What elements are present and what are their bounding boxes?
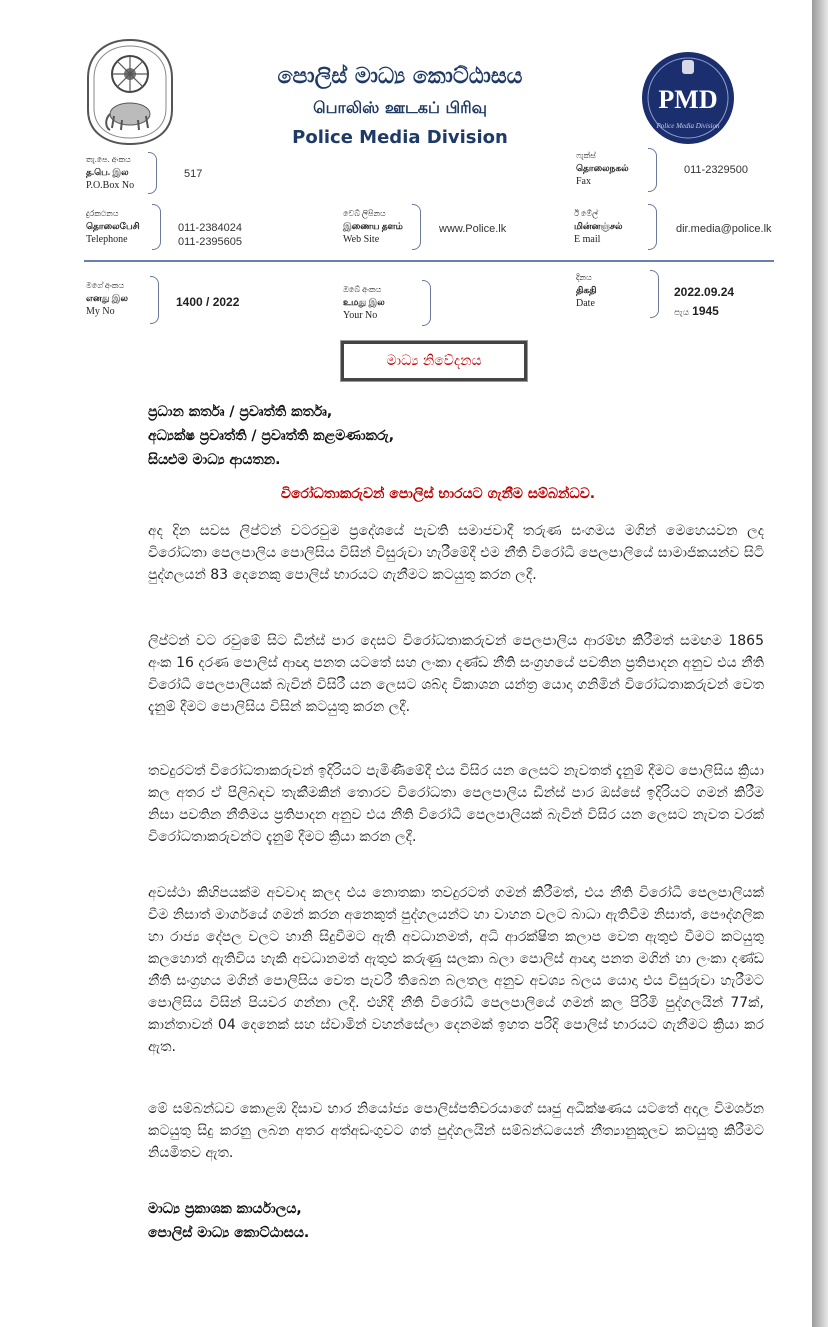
your-no-brace <box>422 280 431 326</box>
website-label: වෙබ් ලිපිනය இணைய தளம் Web Site <box>343 209 403 245</box>
my-no-brace <box>150 276 159 324</box>
fax-brace <box>648 148 657 192</box>
pmd-logo-text: PMD <box>658 85 718 114</box>
date-label: දිනය திகதி Date <box>576 273 597 309</box>
date-value: 2022.09.24 <box>674 285 735 299</box>
body-paragraph-4: අවස්ථා කිහිපයක්ම අවවාද කලද එය නොතකා තවදුරටත් ගමන් කිරීමත්, එය නීති විරෝධී පෙලපාලියක් වීම නිසාත් මාර්ගයේ ගමන් කරන අනෙකුත් පුද්ගලයන්ට හා වාහන වලට බාධා ඇතිවීම නිසාත්, පෞද්ගලික හා රාජ්‍ය දේපල වලට හානි සිදුවීමට ඇති අවධානමත්, අධි ආරක්ෂිත කලාප වෙත ඇතුළු වීමට කටයුතු කලහොත් ඇතිවිය හැකි අවධානමත් ඇතුළු කරුණු සලකා බලා පොලිස් ආඥා පනත මගින් හා ලංකා දණ්ඩ නීති සංග්‍රහය මගින් පොලිසිය වෙත පැවරී තිබෙන බලතල අනුව අවශ්‍ය බලය යොදා එය විසුරුවා හැරීමට පොලිසිය විසින් පියවර ගන්නා ලදී. එහිදී නීති විරෝධී පෙලපාලියේ ගමන් කල පිරිමි පුද්ගලයින් 77ක්, කාන්තාවන් 04 දෙනෙක් සහ ස්වාමින් වහන්සේලා දෙනමක් ඉහත පරිදි පොලිස් භාරයට ගැනීමට ක්‍රියා කර ඇත. <box>148 885 764 1055</box>
title-tamil: பொலிஸ் ஊடகப் பிரிவு <box>313 98 487 117</box>
pobox-brace <box>148 152 157 194</box>
time-row <box>674 304 719 319</box>
telephone-value-2: 011-2395605 <box>178 236 243 248</box>
time-value: 1945 <box>692 304 719 318</box>
date-brace <box>650 270 659 318</box>
your-no-label: ඔබේ අංකය உமது இல Your No <box>343 285 385 321</box>
telephone-brace <box>152 204 161 250</box>
subject-heading: විරෝධතාකරුවන් පොලිස් භාරයට ගැනීම සම්බන්ධව. <box>280 486 596 502</box>
signature-line: මාධ්‍ය ප්‍රකාශක කාර්යාලය, <box>148 1201 302 1217</box>
email-brace <box>648 204 657 250</box>
fax-value: 011-2329500 <box>684 164 749 176</box>
addressee-line: ප්‍රධාන කර්තෘ / ප්‍රවෘත්ති කර්තෘ, <box>148 404 333 420</box>
pmd-logo-icon <box>640 50 736 146</box>
telephone-label: දුරකථනය தொலைபேசி Telephone <box>86 209 140 245</box>
pmd-logo-ring-text: Police Media Division <box>656 122 720 130</box>
telephone-value-1: 011-2384024 <box>178 222 243 234</box>
title-sinhala: පොලිස් මාධ්‍ය කොට්ඨාසය <box>277 64 523 89</box>
my-no-label: මගේ අංකය எனது இல My No <box>86 281 129 317</box>
website-brace <box>412 204 421 250</box>
email-value: dir.media@police.lk <box>676 223 772 235</box>
time-label: පැය <box>674 307 690 317</box>
sri-lanka-police-seal-icon <box>84 36 176 148</box>
email-label: ඊ මේල් மின்னஞ்சல் E mail <box>574 209 623 245</box>
signature-block <box>148 1197 309 1245</box>
media-release-title-box: මාධ්‍ය නිවේදනය <box>341 341 527 381</box>
pobox-label: තැ.පෙ. අංකය த.பெ. இல P.O.Box No <box>86 155 135 191</box>
website-value: www.Police.lk <box>439 223 507 235</box>
body-paragraph-1: අද දින සවස ලිප්ටන් වටරවුම ප්‍රදේශයේ පැවති සමාජවාදී තරුණ සංගමය මගින් මෙහෙයවන ලද විරෝධතා පෙලපාලිය පොලිසිය විසින් විසුරුවා හැරීමේදී එම නීති විරෝධී පෙලපාලියේ සාමාජිකයන්ව සිටි පුද්ගලයන් 83 දෙනෙකු පොලිස් භාරයට ගැනීමට කටයුතු කරන ලදී. <box>148 523 764 583</box>
body-paragraph-3: තවදුරටත් විරෝධතාකරුවන් ඉදිරියට පැමිණීමේදී එය විසිර යන ලෙසට නැවතත් දැනුම් දීමට පොලිසිය ක්‍රියා කල අතර ඒ පිලිබඳව තැකීමකින් තොරව විරෝධතා පෙලපාලිය ඩීන්ස් පාර ඔස්සේ ඉදිරියට ගමන් කිරීම නිසා පවතින නීතිමය ප්‍රතිපාදන අනුව එය නීති විරෝධී පෙලපාලියක් බැවින් විසිර යන ලෙසට නැවත වරක් විරෝධතාකරුවන්ට දැනුම් දීමට ක්‍රියා කරන ලදී. <box>148 763 764 845</box>
signature-line: පොලිස් මාධ්‍ය කොට්ඨාසය. <box>148 1225 310 1241</box>
addressee-block <box>148 400 394 472</box>
body-paragraph-2: ලිප්ටන් වට රවුමේ සිට ඩීන්ස් පාර දෙසට විරෝධතාකරුවන් පෙලපාලිය ආරම්භ කිරීමත් සමඟම 1865 අංක 16 දරණ පොලිස් ආඥා පනත යටතේ සහ ලංකා දණ්ඩ නීති සංග්‍රහයේ පවතින ප්‍රතිපාදන අනුව එය නීති විරෝධී පෙලපාලියක් බැවින් විසිරී යන ලෙසට ශබ්ද විකාශන යන්ත්‍ර යොදා ගනිමින් විරෝධතාකරුවන් වෙත දැනුම් දීමට පොලිසිය විසින් කටයුතු කරන ලදී. <box>148 633 764 715</box>
addressee-line: අධ්‍යක්ෂ ප්‍රවෘත්ති / ප්‍රවෘත්ති කළමණාකරු, <box>148 428 395 444</box>
fax-label: ෆැක්ස් தொலைநகல் Fax <box>576 151 629 187</box>
body-paragraph-5: මේ සම්බන්ධව කොළඹ දිසාව භාර නියෝජ්‍ය පොලිස්පතිවරයාගේ සෘජු අධීක්ෂණය යටතේ අදාල විමර්ශන කටයුතු සිදු කරනු ලබන අතර අත්අඩංගුවට ගත් පුද්ගලයින් සම්බන්ධයෙන් නීත්‍යානුකූලව කටයුතු කිරීමට නියමිතව ඇත. <box>148 1101 764 1161</box>
my-no-value: 1400 / 2022 <box>176 295 240 309</box>
pobox-value: 517 <box>184 168 203 180</box>
page-edge-shadow <box>812 0 828 1327</box>
title-english: Police Media Division <box>292 127 508 148</box>
header-rule <box>84 260 774 262</box>
addressee-line: සියළුම මාධ්‍ය ආයතන. <box>148 452 281 468</box>
